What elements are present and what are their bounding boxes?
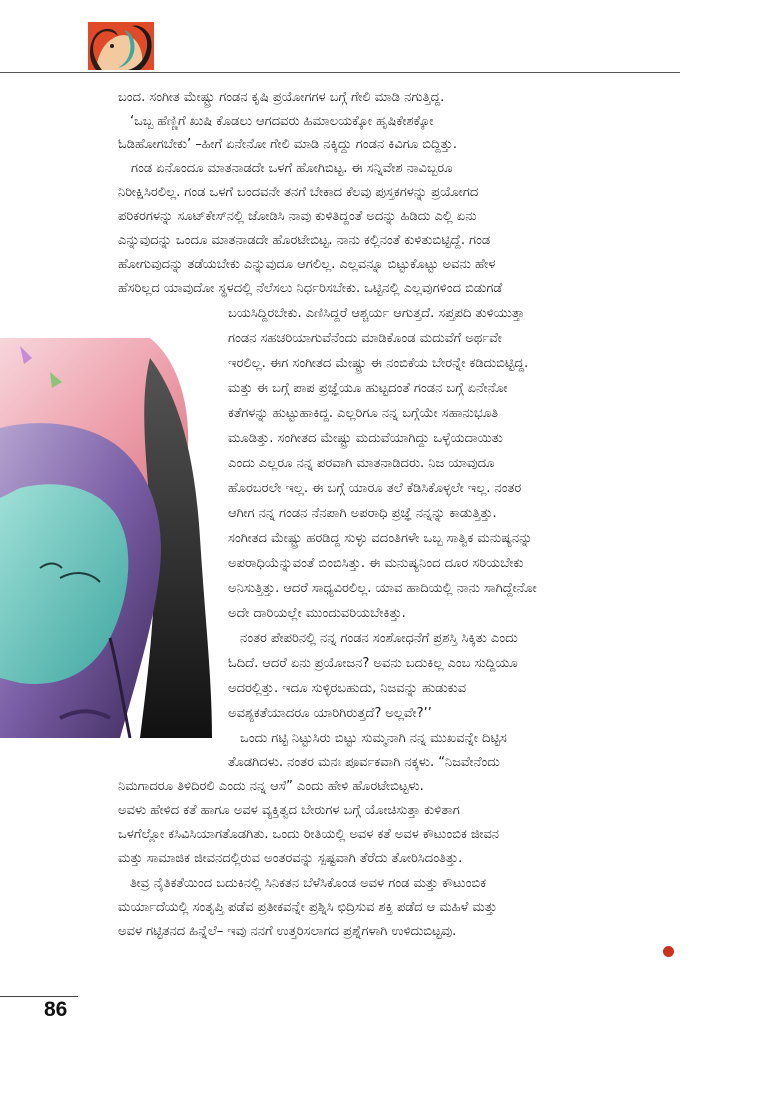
text-line: ಆಗೀಗ ನನ್ನ ಗಂಡನ ನೆನಪಾಗಿ ಅಪರಾಧಿ ಪ್ರಜ್ಞೆ ನನ್ನನ್ನು ಕಾಡುತ್ತಿತ್ತು.	[228, 506, 497, 521]
text-line: ‘ಒಬ್ಬ ಹೆಣ್ಣಿಗೆ ಖುಷಿ ಕೊಡಲು ಆಗದವರು ಹಿಮಾಲಯಕ್ಕೋ ಹೃಷಿಕೇಶಕ್ಕೋ	[130, 114, 434, 129]
text-line: ಮತ್ತು ಈ ಬಗ್ಗೆ ಪಾಪ ಪ್ರಜ್ಞೆಯೂ ಹುಟ್ಟದಂತೆ ಗಂಡನ ಬಗ್ಗೆ ಏನೇನೋ	[228, 381, 508, 396]
text-line: ಒಂದು ಗಟ್ಟಿ ನಿಟ್ಟುಸಿರು ಬಿಟ್ಟು ಸುಮ್ಮನಾಗಿ ನನ್ನ ಮುಖವನ್ನೇ ದಿಟ್ಟಿಸ	[240, 731, 507, 746]
text-line: ಅವಳ ಗಟ್ಟಿತನದ ಹಿನ್ನೆಲೆ– ಇವು ನನಗೆ ಉತ್ತರಿಸಲಾಗದ ಪ್ರಶ್ನೆಗಳಾಗಿ ಉಳಿದುಬಿಟ್ಟವು.	[118, 924, 457, 939]
text-line: ಸಂಗೀತದ ಮೇಷ್ಟ್ರು ಹರಡಿದ್ದ ಸುಳ್ಳು ವದಂತಿಗಳೇ ಒಬ್ಬ ಸಾತ್ವಿಕ ಮನುಷ್ಯನನ್ನು	[228, 531, 533, 546]
woman-illustration	[0, 338, 212, 738]
text-line: ಎಂದು ಎಲ್ಲರೂ ನನ್ನ ಪರವಾಗಿ ಮಾತನಾಡಿದರು. ನಿಜ ಯಾವುದೂ	[228, 456, 495, 471]
text-line: ಅವಳು ಹೇಳಿದ ಕತೆ ಹಾಗೂ ಅವಳ ವ್ಯಕ್ತಿತ್ವದ ಬೇರುಗಳ ಬಗ್ಗೆ ಯೋಚಿಸುತ್ತಾ ಕುಳಿತಾಗ	[118, 803, 460, 818]
text-line: ಮೂಡಿತ್ತು. ಸಂಗೀತದ ಮೇಷ್ಟ್ರು ಮದುವೆಯಾಗಿದ್ದು ಒಳ್ಳೆಯದಾಯಿತು	[228, 431, 503, 446]
text-line: ನಂತರ ಪೇಪರಿನಲ್ಲಿ ನನ್ನ ಗಂಡನ ಸಂಶೋಧನೆಗೆ ಪ್ರಶಸ್ತಿ ಸಿಕ್ಕಿತು ಎಂದು	[240, 631, 518, 646]
text-line: ಹೆಸರಿಲ್ಲದ ಯಾವುದೋ ಸ್ಥಳದಲ್ಲಿ ನೆಲೆಸಲು ನಿರ್ಧರಿಸಬೇಕು. ಒಟ್ಟಿನಲ್ಲಿ ಎಲ್ಲವುಗಳಿಂದ ಬಿಡುಗಡೆ	[118, 281, 503, 296]
text-line: ನಿರೀಕ್ಷಿಸಿರಲಿಲ್ಲ. ಗಂಡ ಒಳಗೆ ಬಂದವನೇ ತನಗೆ ಬೇಕಾದ ಕೆಲವು ಪುಸ್ತಕಗಳನ್ನು ಪ್ರಯೋಗದ	[118, 185, 479, 200]
end-of-article-dot	[663, 946, 674, 957]
text-line: ನಿಮಗಾದರೂ ತಿಳಿದಿರಲಿ ಎಂದು ನನ್ನ ಆಸೆ” ಎಂದು ಹೇಳಿ ಹೊರಟೇಬಿಟ್ಟಳು.	[118, 779, 424, 794]
text-line: ಅದೇ ದಾರಿಯಲ್ಲೇ ಮುಂದುವರಿಯಬೇಕಿತ್ತು.	[228, 606, 406, 621]
page-number: 86	[44, 998, 68, 1021]
text-line: ಅವಶ್ಯಕತೆಯಾದರೂ ಯಾರಿಗಿರುತ್ತದೆ? ಅಲ್ಲವೇ?’’	[228, 706, 432, 721]
text-line: ಹೋಗುವುದನ್ನು ತಡೆಯಬೇಕು ಎನ್ನುವುದೂ ಆಗಲಿಲ್ಲ. ಎಲ್ಲವನ್ನೂ ಬಿಟ್ಟುಕೊಟ್ಟು ಅವನು ಹೇಳ	[118, 257, 496, 272]
footer-rule	[0, 996, 78, 997]
text-line: ಪರಿಕರಗಳನ್ನು ಸೂಟ್‌ಕೇಸ್‌ನಲ್ಲಿ ಜೋಡಿಸಿ ನಾವು ಕುಳಿತಿದ್ದಂತೆ ಅದನ್ನು ಹಿಡಿದು ಎಲ್ಲಿ ಏನು	[118, 209, 477, 224]
text-line: ಗಂಡನ ಸಹಚರಿಯಾಗುವೆನೆಂದು ಮಾಡಿಕೊಂಡ ಮದುವೆಗೆ ಅರ್ಥವೇ	[228, 331, 502, 346]
text-line: ಹೊರಬರಲೇ ಇಲ್ಲ. ಈ ಬಗ್ಗೆ ಯಾರೂ ತಲೆ ಕೆಡಿಸಿಕೊಳ್ಳಲೇ ಇಲ್ಲ. ನಂತರ	[228, 481, 522, 496]
text-line: ತೊಡಗಿದಳು. ನಂತರ ಮನಃ ಪೂರ್ವಕವಾಗಿ ನಕ್ಕಳು. “ನಿಜವೇನೆಂದು	[228, 755, 500, 770]
text-line: ಓಡಿಹೋಗಬೇಕು’ –ಹೀಗೆ ಏನೇನೋ ಗೇಲಿ ಮಾಡಿ ನಕ್ಕಿದ್ದು ಗಂಡನ ಕಿವಿಗೂ ಬಿದ್ದಿತ್ತು.	[118, 137, 457, 152]
text-line: ಎನ್ನುವುದನ್ನು ಒಂದೂ ಮಾತನಾಡದೇ ಹೊರಟೇಬಿಟ್ಟ. ನಾನು ಕಲ್ಲಿನಂತೆ ಕುಳಿತುಬಿಟ್ಟಿದ್ದೆ. ಗಂಡ	[118, 233, 491, 248]
text-line: ಕತೆಗಳನ್ನು ಹುಟ್ಟುಹಾಕಿದ್ದ. ಎಲ್ಲರಿಗೂ ನನ್ನ ಬಗ್ಗೆಯೇ ಸಹಾನುಭೂತಿ	[228, 406, 499, 421]
text-line: ಒಳಗೆಲ್ಲೋ ಕಸಿವಿಸಿಯಾಗತೊಡಗಿತು. ಒಂದು ರೀತಿಯಲ್ಲಿ ಅವಳ ಕತೆ ಅವಳ ಕೌಟುಂಬಿಕ ಜೀವನ	[118, 827, 500, 842]
magazine-logo	[88, 22, 154, 70]
text-line: ಓದಿದೆ. ಆದರೆ ಏನು ಪ್ರಯೋಜನ? ಅವನು ಬದುಕಿಲ್ಲ ಎಂಬ ಸುದ್ದಿಯೂ	[228, 656, 518, 671]
text-line: ಬಂದ. ಸಂಗೀತ ಮೇಷ್ಟ್ರು ಗಂಡನ ಕೃಷಿ ಪ್ರಯೋಗಗಳ ಬಗ್ಗೆ ಗೇಲಿ ಮಾಡಿ ನಗುತ್ತಿದ್ದ.	[118, 90, 445, 105]
text-line: ಮರ್ಯಾದೆಯಲ್ಲಿ ಸಂತೃಪ್ತಿ ಪಡೆವ ಪ್ರತೀಕವನ್ನೇ ಪ್ರಶ್ನಿಸಿ ಛಿದ್ರಿಸುವ ಶಕ್ತಿ ಪಡೆದ ಆ ಮಹಿಳೆ ಮತ್ತು	[118, 900, 498, 915]
text-line: ಅಪರಾಧಿಯೆನ್ನುವಂತೆ ಬಿಂಬಿಸಿತ್ತು. ಈ ಮನುಷ್ಯನಿಂದ ದೂರ ಸರಿಯಬೇಕು	[228, 556, 524, 571]
text-line: ಬಯಸಿದ್ದಿರಬೇಕು. ಎಣಿಸಿದ್ದರೆ ಆಶ್ಚರ್ಯ ಆಗುತ್ತದೆ. ಸಪ್ತಪದಿ ತುಳಿಯುತ್ತಾ	[228, 306, 525, 321]
text-line: ಗಂಡ ಏನೊಂದೂ ಮಾತನಾಡದೇ ಒಳಗೆ ಹೋಗಿಬಿಟ್ಟ. ಈ ಸನ್ನಿವೇಶ ನಾವಿಬ್ಬರೂ	[131, 161, 453, 176]
text-line: ಮತ್ತು ಸಾಮಾಜಿಕ ಜೀವನದಲ್ಲಿರುವ ಅಂತರವನ್ನು ಸ್ಪಷ್ಟವಾಗಿ ತೆರೆದು ತೋರಿಸಿದಂತಿತ್ತು.	[118, 851, 463, 866]
text-line: ಅನಿಸುತ್ತಿತ್ತು. ಆದರೆ ಸಾಧ್ಯವಿರಲಿಲ್ಲ. ಯಾವ ಹಾದಿಯಲ್ಲಿ ನಾನು ಸಾಗಿದ್ದೇನೋ	[228, 581, 537, 596]
text-line: ತೀವ್ರ ನೈತಿಕತೆಯಿಂದ ಬದುಕಿನಲ್ಲಿ ಸಿನಿಕತನ ಬೆಳೆಸಿಕೊಂಡ ಅವಳ ಗಂಡ ಮತ್ತು ಕೌಟುಂಬಿಕ	[130, 876, 487, 891]
header-rule	[0, 72, 680, 73]
text-line: ಅದರಲ್ಲಿತ್ತು. ಇದೂ ಸುಳ್ಳಿರಬಹುದು, ನಿಜವನ್ನು ಹುಡುಕುವ	[228, 681, 467, 696]
text-line: ಇರಲಿಲ್ಲ. ಈಗ ಸಂಗೀತದ ಮೇಷ್ಟ್ರು ಈ ನಂಬಿಕೆಯ ಬೇರನ್ನೇ ಕಡಿದುಬಿಟ್ಟಿದ್ದ.	[228, 356, 529, 371]
